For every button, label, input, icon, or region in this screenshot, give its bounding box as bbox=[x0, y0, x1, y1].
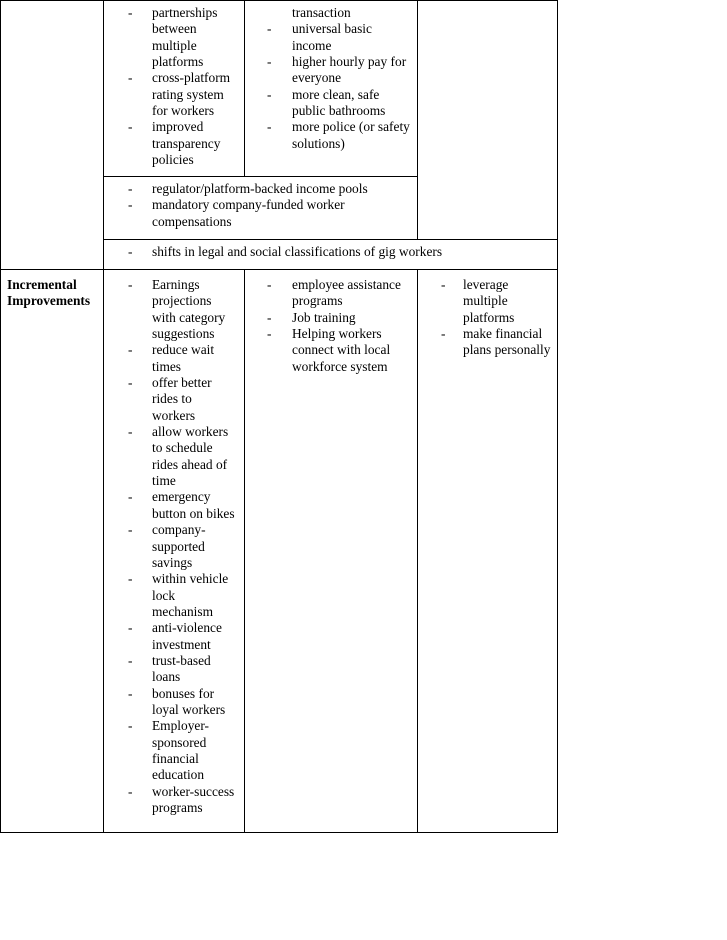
list-item-text: Earnings projections with category suggestions bbox=[152, 277, 226, 342]
list-item-text: improved transparency policies bbox=[152, 119, 221, 168]
merged-two-col-cell bbox=[104, 177, 418, 240]
list-item bbox=[110, 489, 238, 522]
list-item-text: Job training bbox=[292, 309, 356, 325]
list-item-text: shifts in legal and social classifications of gig workers bbox=[152, 244, 443, 259]
dash-bullet: - bbox=[267, 21, 272, 37]
dash-bullet: - bbox=[128, 685, 133, 701]
dash-bullet: - bbox=[128, 277, 133, 292]
dash-bullet: - bbox=[128, 489, 133, 505]
incremental-col3-cell bbox=[245, 270, 418, 833]
dash-bullet: - bbox=[128, 5, 133, 20]
dash-bullet: - bbox=[267, 54, 272, 70]
list-item-text: reduce wait times bbox=[152, 342, 215, 374]
list-item-text: offer better rides to workers bbox=[152, 375, 212, 423]
incremental-col4-cell bbox=[418, 270, 558, 833]
list-item bbox=[110, 571, 238, 620]
list-item-text: Employer-sponsored financial education bbox=[152, 718, 209, 783]
list-item-text: regulator/platform-backed income pools bbox=[152, 181, 368, 196]
dash-bullet: - bbox=[128, 119, 133, 135]
dash-bullet: - bbox=[267, 326, 272, 342]
dash-bullet: - bbox=[128, 424, 133, 440]
dash-bullet: - bbox=[441, 326, 446, 342]
list-item bbox=[251, 277, 411, 310]
list-item bbox=[110, 784, 238, 817]
merged-two-col-list bbox=[110, 181, 411, 230]
dash-bullet: - bbox=[128, 522, 133, 538]
list-item-text: cross-platform rating system for workers bbox=[152, 70, 231, 119]
list-item-text: universal basic income bbox=[292, 21, 372, 53]
merged-three-col-list bbox=[110, 244, 551, 260]
dash-bullet: - bbox=[128, 70, 133, 86]
list-item bbox=[110, 5, 238, 70]
list-item-text: trust-based loans bbox=[152, 652, 211, 685]
list-item bbox=[251, 326, 411, 375]
dash-bullet: - bbox=[267, 309, 272, 325]
incremental-col2-cell bbox=[104, 270, 245, 833]
list-item bbox=[110, 70, 238, 119]
dash-bullet: - bbox=[128, 571, 133, 587]
list-item bbox=[110, 686, 238, 719]
list-item-text: allow workers to schedule rides ahead of time bbox=[152, 424, 229, 489]
dash-bullet: - bbox=[128, 783, 133, 799]
list-item bbox=[251, 119, 411, 152]
list-item-text: employee assistance programs bbox=[292, 277, 401, 309]
list-item-text: bonuses for loyal workers bbox=[152, 685, 226, 717]
incremental-improvements-row bbox=[1, 270, 558, 833]
dash-bullet: - bbox=[267, 86, 272, 102]
carryover-col3-cell bbox=[245, 1, 418, 177]
carryover-col3-list bbox=[251, 21, 411, 152]
list-item bbox=[424, 277, 551, 326]
dash-bullet: - bbox=[267, 277, 272, 292]
list-item bbox=[110, 119, 238, 168]
dash-bullet: - bbox=[128, 197, 133, 213]
dash-bullet: - bbox=[128, 375, 133, 391]
dash-bullet: - bbox=[128, 181, 133, 196]
list-item-text: make financial plans personally bbox=[463, 326, 551, 358]
list-item bbox=[110, 653, 238, 686]
dash-bullet: - bbox=[128, 342, 133, 358]
list-item bbox=[110, 375, 238, 424]
list-item bbox=[110, 197, 411, 230]
list-item-text: mandatory company-funded worker compensations bbox=[152, 197, 345, 229]
dash-bullet: - bbox=[128, 620, 133, 636]
dash-bullet: - bbox=[441, 277, 446, 292]
row-label-cell-empty bbox=[1, 1, 104, 270]
list-item bbox=[110, 620, 238, 653]
carryover-row bbox=[1, 1, 558, 177]
list-item bbox=[110, 277, 238, 342]
list-item bbox=[251, 21, 411, 54]
incremental-col4-list bbox=[424, 277, 551, 359]
list-item bbox=[110, 181, 411, 197]
carryover-col2-cell bbox=[104, 1, 245, 177]
list-item bbox=[110, 244, 551, 260]
merged-three-col-cell bbox=[104, 240, 558, 270]
list-item-text: emergency button on bikes bbox=[152, 489, 235, 521]
list-item bbox=[251, 54, 411, 87]
carryover-col2-list bbox=[110, 5, 238, 168]
list-item-text: more police (or safety solutions) bbox=[292, 119, 410, 151]
list-item-text: company-supported savings bbox=[152, 522, 206, 570]
dash-bullet: - bbox=[128, 652, 133, 668]
incremental-col3-list bbox=[251, 277, 411, 375]
list-item bbox=[110, 424, 238, 489]
carryover-col4-cell-empty bbox=[418, 1, 558, 240]
list-item bbox=[110, 718, 238, 783]
continuation-line: transaction bbox=[292, 5, 351, 20]
incremental-improvements-label-cell bbox=[1, 270, 104, 833]
list-item-text: within vehicle lock mechanism bbox=[152, 571, 229, 619]
list-item bbox=[251, 310, 411, 326]
incremental-col2-list bbox=[110, 277, 238, 816]
dash-bullet: - bbox=[267, 119, 272, 135]
list-item-text: leverage multiple platforms bbox=[463, 277, 515, 325]
list-item bbox=[110, 522, 238, 571]
list-item-text: Helping workers connect with local workforce system bbox=[292, 326, 391, 374]
list-item bbox=[424, 326, 551, 359]
row-label-text: Incremental Improvements bbox=[7, 277, 91, 309]
list-item-text: partnerships between multiple platforms bbox=[152, 5, 218, 70]
list-item bbox=[110, 342, 238, 375]
dash-bullet: - bbox=[128, 244, 133, 259]
list-item-text: anti-violence investment bbox=[152, 620, 222, 652]
list-item-text: worker-success programs bbox=[152, 783, 235, 815]
list-item bbox=[251, 87, 411, 120]
list-item-text: more clean, safe public bathrooms bbox=[292, 86, 386, 119]
list-item-text: higher hourly pay for everyone bbox=[292, 54, 407, 86]
dash-bullet: - bbox=[128, 718, 133, 734]
